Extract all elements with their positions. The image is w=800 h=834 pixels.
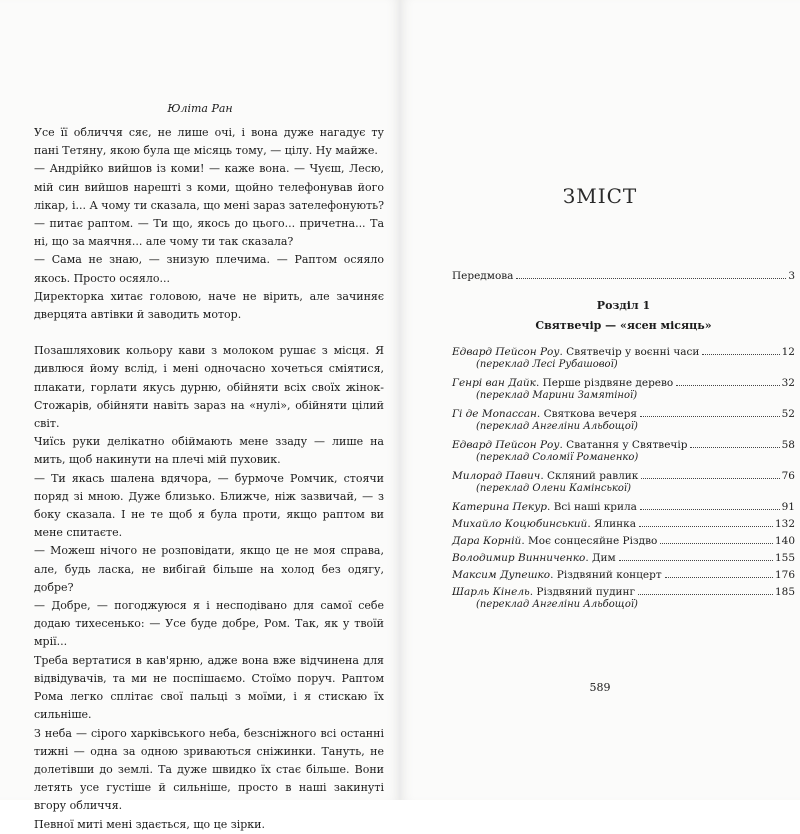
toc-page-number: 176: [774, 569, 795, 581]
toc-author: Дара Корній: [452, 535, 522, 547]
toc-entry-line: [452, 535, 795, 547]
toc-entry-label: [452, 346, 699, 358]
toc-title-text: . Сватання у Святвечір: [559, 439, 688, 451]
page-number: 589: [589, 681, 611, 694]
dot-leader: [676, 385, 779, 386]
toc-section-heading: Розділ 1: [596, 299, 651, 312]
dot-leader: [702, 354, 779, 355]
body-text: [34, 124, 384, 834]
toc-title-text: . Святвечір у воєнні часи: [559, 346, 700, 358]
toc-entry[interactable]: [452, 535, 795, 547]
toc-entry-label: [452, 408, 637, 420]
toc-author: Генрі ван Дайк: [452, 377, 536, 389]
toc-page-number: 52: [781, 408, 795, 420]
toc-author: Едвард Пейсон Роу: [452, 346, 560, 358]
toc-entry-line: [452, 501, 795, 513]
toc-author: Максим Дупешко: [452, 569, 551, 581]
toc-entry[interactable]: [452, 586, 795, 612]
toc-entry-label: [452, 586, 635, 598]
toc-author: Шарль Кінель: [452, 586, 530, 598]
toc-entry-line: [452, 439, 795, 451]
toc-page-number: 155: [774, 552, 795, 564]
toc-entry[interactable]: [452, 408, 795, 434]
toc-page-number: 76: [781, 470, 795, 482]
toc-title-text: Передмова: [452, 270, 514, 282]
dot-leader: [516, 278, 786, 279]
toc-entry-line: [452, 270, 795, 282]
toc-entry-line: [452, 408, 795, 420]
toc-entry-line: [452, 569, 795, 581]
toc-page-number: 12: [781, 346, 795, 358]
toc-page-number: 140: [774, 535, 795, 547]
toc-entry-label: [452, 535, 657, 547]
toc-entry[interactable]: [452, 270, 795, 282]
paragraph: — Добре, — погоджуюся я і несподівано для самої себе додаю тихесенько: — Усе буде добре, Ром. Так, як у твоїй мрії...: [34, 599, 384, 649]
toc-title-text: . Перше різдвяне дерево: [535, 377, 674, 389]
toc-title-text: . Моє сонцесяйне Різдво: [521, 535, 658, 547]
toc-entry[interactable]: [452, 470, 795, 496]
dot-leader: [660, 543, 773, 544]
toc-entry[interactable]: [452, 346, 795, 372]
dot-leader: [665, 577, 773, 578]
toc-page-number: 132: [774, 518, 795, 530]
paragraph: З неба — сірого харківського неба, безсніжного всі останні тижні — одна за одною зриваються сніжинки. Тануть, не долетівши до землі. Та дуже швидко їх стає більше. Вони летять усе густіше й сильніше, просто в наші закинуті вгору обличчя.: [34, 726, 384, 813]
toc-entry[interactable]: [452, 569, 795, 581]
table-of-contents: [452, 270, 795, 617]
toc-entry-label: [452, 501, 637, 513]
paragraph: — Ти якась шалена вдячора, — бурмоче Ромчик, стоячи поряд зі мною. Дуже близько. Ближче, ніж зазвичай, — з боку сказала. І не те щоб я була проти, якщо раптом ви мене спитаєте.: [34, 471, 384, 540]
toc-page-number: 58: [781, 439, 795, 451]
toc-title-text: . Ялинка: [587, 518, 636, 530]
left-page: [0, 0, 400, 831]
toc-translator: (переклад Лесі Рубашової): [476, 359, 618, 370]
toc-entry-line: [452, 552, 795, 564]
toc-translator: (переклад Марини Замятіної): [476, 390, 638, 401]
toc-entry-line: [452, 377, 795, 389]
toc-author: Едвард Пейсон Роу: [452, 439, 560, 451]
toc-title: ЗМІСТ: [562, 184, 638, 208]
dot-leader: [640, 509, 780, 510]
toc-entry-line: [452, 586, 795, 598]
toc-translator: (переклад Соломії Романенко): [476, 452, 639, 463]
toc-translator: (переклад Ангеліни Альбощої): [476, 599, 638, 610]
toc-entry[interactable]: [452, 518, 795, 530]
toc-entry[interactable]: [452, 552, 795, 564]
running-head: Юліта Ран: [167, 102, 233, 115]
toc-entry[interactable]: [452, 439, 795, 465]
toc-translator: (переклад Олени Камінської): [476, 483, 631, 494]
paragraph: — Можеш нічого не розповідати, якщо це не моя справа, але, будь ласка, не вибігай більше на холод без одягу, добре?: [34, 544, 384, 594]
toc-entry-label: [452, 552, 616, 564]
toc-entry-line: [452, 518, 795, 530]
toc-page-number: 91: [781, 501, 795, 513]
toc-page-number: 32: [781, 377, 795, 389]
toc-section-heading: Святвечір — «ясен місяць»: [535, 319, 712, 332]
toc-entry[interactable]: [452, 501, 795, 513]
toc-entry-label: [452, 439, 687, 451]
dot-leader: [638, 594, 773, 595]
toc-entry[interactable]: [452, 377, 795, 403]
toc-author: Катерина Пекур: [452, 501, 548, 513]
dot-leader: [640, 416, 780, 417]
dot-leader: [690, 447, 779, 448]
toc-title-text: . Різдвяний концерт: [550, 569, 662, 581]
paragraph: — Сама не знаю, — знизую плечима. — Раптом осяяло якось. Просто осяяло...: [34, 253, 384, 285]
toc-author: Гі де Мопассан: [452, 408, 537, 420]
paragraph: Позашляховик кольору кави з молоком рушає з місця. Я дивлюся йому вслід, і мені одночасно хочеться сміятися, плакати, горлати якусь дурню, обійняти всіх своїх жінок-Стожарів, обійняти навіть зараз на «нулі», обійняти цілий світ.: [34, 344, 384, 431]
toc-author: Михайло Коцюбинський: [452, 518, 588, 530]
paragraph: Треба вертатися в кав'ярню, адже вона вже відчинена для відвідувачів, та ми не поспішаємо. Стоїмо поруч. Раптом Рома легко сплітає свої пальці з моїми, і я стискаю їх сильніше.: [34, 653, 384, 722]
toc-entry-label: [452, 270, 513, 282]
toc-title-text: . Святкова вечеря: [536, 408, 637, 420]
toc-title-text: . Дим: [585, 552, 616, 564]
toc-page-number: 3: [788, 270, 795, 282]
paragraph: Усе її обличчя сяє, не лише очі, і вона дуже нагадує ту пані Тетяну, якою була ще місяць тому, — цілу. Ну майже.: [34, 126, 384, 158]
dot-leader: [641, 478, 779, 479]
toc-entry-line: [452, 346, 795, 358]
toc-entry-label: [452, 518, 636, 530]
toc-title-text: . Скляний равлик: [540, 470, 639, 482]
toc-entry-label: [452, 569, 662, 581]
toc-title-text: . Всі наші крила: [547, 501, 637, 513]
toc-page-number: 185: [774, 586, 795, 598]
toc-entry-label: [452, 377, 673, 389]
toc-translator: (переклад Ангеліни Альбощої): [476, 421, 638, 432]
toc-entry-label: [452, 470, 638, 482]
dot-leader: [639, 526, 773, 527]
paragraph: Певної миті мені здається, що це зірки.: [34, 817, 266, 831]
paragraph: — Андрійко вийшов із коми! — каже вона. — Чуєш, Лесю, мій син вийшов нарешті з коми, щойно телефонував його лікар, і... А чому ти сказала, що мені зараз зателефонують? — питає раптом. — Ти що, якось до цього... причетна... Та ні, що за маячня... але чому ти так сказала?: [34, 162, 384, 249]
dot-leader: [619, 560, 773, 561]
toc-author: Милорад Павич: [452, 470, 541, 482]
toc-title-text: . Різдвяний пудинг: [529, 586, 636, 598]
paragraph: Чиїсь руки делікатно обіймають мене ззаду — лише на мить, щоб накинути на плечі мій пуховик.: [34, 435, 384, 467]
toc-entry-line: [452, 470, 795, 482]
toc-author: Володимир Винниченко: [452, 552, 586, 564]
paragraph-break: [34, 324, 384, 342]
paragraph: Директорка хитає головою, наче не вірить, але зачиняє дверцята автівки й заводить мотор.: [34, 289, 384, 322]
